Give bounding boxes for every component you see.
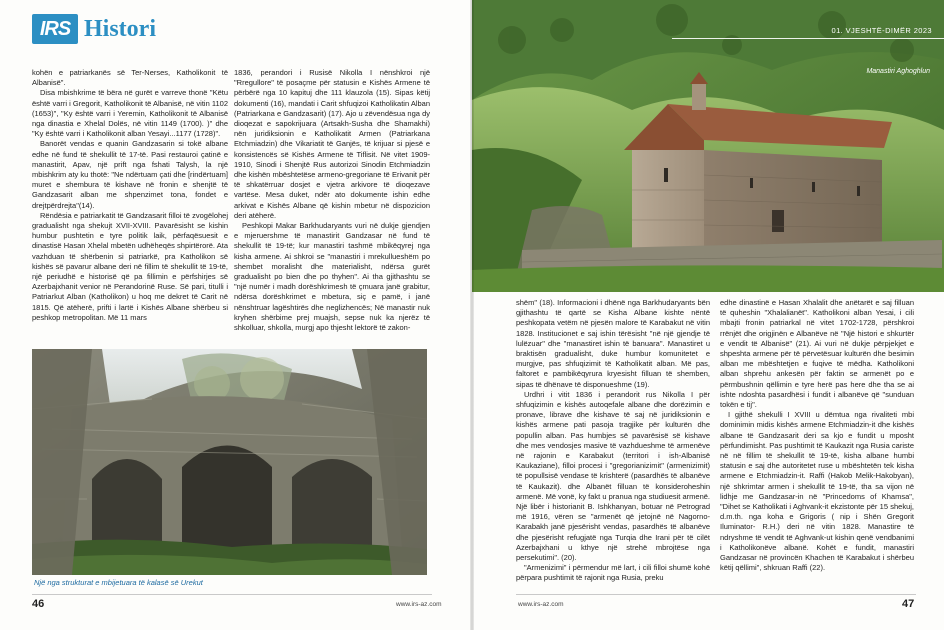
issue-divider	[672, 38, 944, 39]
footer-divider	[32, 594, 432, 595]
masthead	[32, 14, 156, 44]
paragraph: Disa mbishkrime të bëra në gurët e varreve thonë "Këtu është varri i Gregorit, Katholikonit të Albanisë, në vitin 1102 (1653)", "Ky është varri i Yeremin, Katholikonit të Albanisë nga dinastia e Xhelal Dolës, në vitin 1149 (1700). )" dhe "Ky është varri i Katholikonit alban Yesayi...1177 (1728)".	[32, 88, 228, 139]
paragraph: edhe dinastinë e Hasan Xhalalit dhe anëtarët e saj filluan të quheshin "Xhalalianët". Katholikoni alban Yesai, i cili mbajti fronin patriarkal në vitet 1702-1728, përshkroi rrënjët dhe origjinën e Albanëve në "Një histori e shkurtër e vendit të Albanisë" (21). Ai vuri në dukje përpjekjet e shpeshta armene për të përvetësuar kulturën dhe besimin alban me mbështetjen e fuqive të mëdha. Katholikoni alban shprehu ankesën për faktin se armenët po e përmbushnin qëllimin e tyre herë pas here dhe tha se ai ishte ndoshta pasardhësi i fundit i albanëve që "sunduan tokën e tij".	[720, 298, 914, 410]
paragraph: "Armenizimi" i përmendur më lart, i cili filloi shumë kohë përpara pushtimit të rajonit nga Rusia, preku	[516, 563, 710, 583]
right-column-1	[516, 298, 710, 590]
footer-url-left: www.irs-az.com	[396, 601, 442, 608]
footer-divider	[516, 594, 916, 595]
paragraph: Urdhri i vitit 1836 i perandorit rus Nikolla I për shfuqizimin e kishës autoqefale albane dhe dorëzimin e pronave, librave dhe kishave të saj në juridiksionin e kishës armene pati pasoja tragjike për kulturën dhe popullin alban. Pas humbjes së pavarësisë së kishave dhe mes vendosjes masive të vazhdueshme të armenëve në rajonin e Karabakut (territori i ish-Albanisë Kaukaziane), filloi procesi i "gregorianizimit" (armenizimit) të popullsisë vendase të krishterë (pasardhës të albanëve të Kaukazit). dhe Albanët filluan të konsideroheshin armenë. Më vonë, ky fakt u pranua nga studiuesit armenë. Një libër i historianit B. Ishkhanyan, botuar në Petrograd më 1916, vëren se "armenët që jetojnë në Nagorno-Karabakh janë pjesërisht vendas, pasardhës të albanëve dhe pjesërisht refugjatë nga Turqia dhe Irani për të cilët Azerbajxhani u kthye një strehë mbrojtëse nga persekutimi". (20).	[516, 389, 710, 563]
fortress-ruins-photo	[32, 349, 427, 575]
paragraph: Rëndësia e patriarkatit të Gandzasarit filloi të zvogëlohej gradualisht nga shekujt XVII-XVIII. Pavarësisht se kishin humbur pushtetin e tyre politik laik, përfaqësuesit e dinastisë Hasan Xhelal mbetën udhëheqës shpirtërorë. Ata vazhduan të shërbenin si patriarkë, pra Katholikon së kishës së pavarur albane deri në fillim të shekullit të 19-të, një periudhë e historisë që pa fillimin e përfshirjes së Azerbajxhanit venior në Perandorinë Ruse. Së pari, titulli i Patriarkut Alban (Katholikon) u hoq me dekret të Carit në 1815. Që atëherë, prifti i lartë i Kishës Albane shërbeu si peshkop metropolitan. Më 11 mars	[32, 210, 228, 322]
left-column-1	[32, 68, 228, 348]
paragraph: Banorët vendas e quanin Gandzasarin si tokë albane edhe në fund të shekullit të 17-të. Pasi restauroi çatinë e manastirit, Apav, një prift nga fshati Talysh, la një mbishkrim aty ku thotë: "Ne ndërtuam çati dhe [rindërtuam] muret e shembura të kishave në fronin e shenjtë të Gandzasarit alban me shpenzimet tona, fondet e drejtpërdrejta"(14).	[32, 139, 228, 210]
paragraph: shëm" (18). Informacioni i dhënë nga Barkhudaryants bën gjithashtu të qartë se Kisha Albane kishte nëntë peshkopata vetëm në pjesën malore të Karabakut në vitin 1828. Institucionet e saj ishin tërësisht "në një gjendje të lulëzuar" dhe "manastiret ishin të banuara". Manastiret u braktisën gradualisht, duke humbur komunitetet e murgjve, pas shfuqizimit të Katholikatit alban. Më pas, faltoret e pambikëqyrura kryesisht filluan të shemben, sipas të dhënave të disponueshme (19).	[516, 298, 710, 389]
irs-logo-text: IRS	[39, 17, 71, 40]
page-gutter	[470, 0, 474, 630]
page-number-left: 46	[32, 598, 45, 610]
monastery-photo	[472, 0, 944, 292]
monastery-photo-caption: Manastiri Aghoghlun	[866, 68, 930, 75]
paragraph: Peshkopi Makar Barkhudaryants vuri në dukje gjendjen e mjeruershme të manastirit Gandzasar në fund të shekullit të 19-të; kur manastiri tashmë mbikëqyrej nga kisha armene. Ai shkroi se "manastiri i mrekullueshëm po shembet moralisht dhe materialisht, ndërsa gurët gradualisht po bien dhe po thyhen". Ai tha gjithashtu se "një numër i madh dorëshkrimesh të çmuara janë grabitur, ndërsa dorëshkrimet e mbetura, siç e pamë, i janë nënshtruar lagështirës dhe neglizhencës; Në manastir nuk kryhen shërbime prej muajsh, sepse nuk ka njerëz të shkolluar, shkolla, murgj apo thjesht lektorë të zakon-	[234, 221, 430, 333]
irs-logo	[32, 14, 78, 44]
monastery-image	[472, 0, 944, 292]
right-page	[472, 0, 944, 630]
ruins-photo-caption: Një nga strukturat e mbijetuara të kalasë së Urekut	[34, 578, 203, 587]
section-title: Histori	[84, 15, 156, 42]
paragraph: 1836, perandori i Rusisë Nikolla I nënshkroi një "Rregullore" të posaçme për statusin e Kishës Armene të përbërë nga 10 kapituj dhe 111 klauzola (15). Sipas këtij dokumenti (16), mandati i Carit shfuqizoi Katholikatin Alban (Patriarkana e Gandzasarit) (17). Ajo u zëvendësua nga dy dioqezat e sapokrijuara (Artsakh-Susha dhe Shamakhi) nën juridiksionin e Katholikatit Armen (Patriarkana Etchmiadzin) dhe Vikariatit të Ganjës, të krijuar si pjesë e konsistencës së Kishës Armene të Tiflisit. Në vitet 1909-1910, Sinodi i Shenjtë Rus autorizoi Sinodin Etchmiadzin dhe kishën mbështetëse armeno-gregoriane të Erivanit për të shkatërruar dosjet e vjetra arkivore të dioqezave vartëse. Mesa duket, ndër ato dokumente ishin edhe arkivat e Kishës Albane që kishin mbetur në dispozicion deri atëherë.	[234, 68, 430, 220]
paragraph: kohën e patriarkanës së Ter-Nerses, Katholikonit të Albanisë".	[32, 68, 228, 88]
right-column-2	[720, 298, 914, 590]
issue-date: 01. VJESHTË-DIMËR 2023	[831, 26, 932, 35]
fortress-ruins-image	[32, 349, 427, 575]
paragraph: I gjithë shekulli I XVIII u dëmtua nga rivaliteti mbi dominimin midis kishës armene Etchmiadzin-it dhe kishës albane të Gandzasarit deri sa kjo e fundit u mposht përfundimisht. Pas pushtimit të Kaukazit nga Rusia cariste në në fillim të shekullit të 19-të, kisha albane humbi statusin e saj dhe autoritetet ruse u mbështetën tek kisha armene e Etchmiadzin-it. Raffi (Hakob Melik-Hakobyan), një shkrimtar armen i shekullit të 19-të, tha sa vijon në lidhje me Gandzasar-in në "Princedoms of Khamsa", "Dihet se Katholikati i Aghvank-it ekzistonte për 15 shekuj, d.m.th. nga koha e Grigoris ( nip i Shën Gregorit Iluminator- R.H.) deri në vitin 1828. Manastire të ndryshme të vendit të Aghvank-ut kishin qenë vendbanimi i Katholikonëve albanë. Kohët e fundit, manastiri Gandzasar në provincën Khachen të Karabakut i shërbeu këtij qëllimi", shkruan Raffi (22).	[720, 410, 914, 573]
footer-url-right: www.irs-az.com	[518, 601, 564, 608]
left-column-2	[234, 68, 430, 348]
page-number-right: 47	[902, 598, 915, 610]
